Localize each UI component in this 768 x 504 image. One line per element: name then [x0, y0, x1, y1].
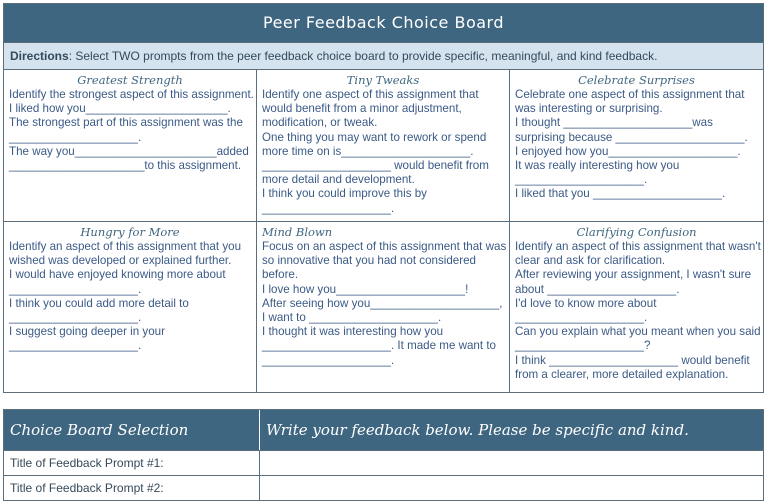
prompt-card-mind-blown[interactable] — [257, 222, 510, 392]
prompt-line: Identify one aspect of this assignment that — [262, 88, 479, 101]
selection-table — [3, 409, 764, 501]
prompt-line: I'd love to know more about — [515, 296, 657, 310]
prompt-line: I liked how you______________________. — [9, 102, 231, 116]
prompt-line: ____________________. — [515, 311, 648, 325]
prompt-line: I enjoyed how you____________________. — [515, 144, 741, 158]
prompt-line: Celebrate one aspect of this assignment that — [515, 88, 745, 101]
prompt-line: ____________________. — [9, 130, 142, 144]
prompt-line: wished was developed or explained further. — [9, 254, 232, 268]
prompt-line: before. — [262, 268, 299, 282]
prompt-line: so innovative that you had not considered — [262, 254, 476, 268]
selection-row — [4, 475, 763, 500]
prompt-title: Greatest Strength — [77, 73, 183, 87]
prompt-line: more time on is____________________. — [262, 144, 474, 158]
prompt-line: I think you could improve this by — [262, 187, 427, 201]
prompt-line: Identify an aspect of this assignment that wasn't — [515, 240, 761, 253]
prompt-card-celebrate-surprises[interactable] — [510, 70, 763, 222]
prompt-card-tiny-tweaks[interactable] — [257, 70, 510, 222]
prompt-line: ____________________. — [262, 201, 395, 215]
prompt-line: _____________________to this assignment. — [9, 159, 242, 173]
prompt-line: ____________________. — [515, 173, 648, 187]
prompt-line: After seeing how you____________________, — [262, 296, 503, 310]
prompt-title: Mind Blown — [262, 225, 333, 239]
prompt-title: Tiny Tweaks — [346, 73, 420, 87]
prompt-line: modification, or tweak. — [262, 116, 378, 130]
prompt-line: Can you explain what you meant when you said — [515, 325, 761, 339]
directions — [4, 42, 763, 70]
board-title: Peer Feedback Choice Board — [4, 4, 763, 42]
prompt-line: I liked that you ____________________. — [515, 187, 726, 201]
prompt-line: I think you could add more detail to — [9, 296, 189, 310]
prompt-line: Identify the strongest aspect of this assignment. — [9, 88, 254, 101]
prompt-line: clear and ask for clarification. — [515, 254, 666, 268]
selection-row-label: Title of Feedback Prompt #2: — [4, 476, 260, 500]
prompt-line: I want to ____________________. — [262, 311, 442, 325]
prompt-line: ____________________. — [9, 339, 142, 353]
selection-header — [4, 410, 763, 450]
selection-header-left: Choice Board Selection — [4, 410, 260, 450]
prompt-grid — [4, 70, 763, 392]
prompt-line: surprising because ____________________. — [515, 130, 748, 144]
feedback-prompt-2-field[interactable] — [260, 476, 763, 500]
selection-header-right: Write your feedback below. Please be specific and kind. — [266, 421, 689, 439]
choice-board — [3, 3, 764, 393]
prompt-line: ____________________ would benefit from — [262, 159, 489, 173]
prompt-line: The way you______________________added — [9, 144, 249, 158]
prompt-line: Identify an aspect of this assignment that you — [9, 240, 242, 253]
prompt-line: One thing you may want to rework or spend — [262, 130, 487, 144]
prompt-card-greatest-strength[interactable] — [4, 70, 257, 222]
prompt-line: After reviewing your assignment, I wasn't sure — [515, 268, 752, 282]
prompt-line: Focus on an aspect of this assignment that was — [262, 240, 507, 253]
prompt-line: from a clearer, more detailed explanation. — [515, 367, 729, 381]
prompt-line: was interesting or surprising. — [515, 102, 663, 116]
prompt-title: Celebrate Surprises — [578, 73, 695, 87]
prompt-line: ____________________. — [9, 311, 142, 325]
prompt-line: ____________________? — [515, 339, 651, 353]
selection-row-label: Title of Feedback Prompt #1: — [4, 451, 260, 475]
prompt-line: more detail and development. — [262, 173, 415, 187]
prompt-title: Clarifying Confusion — [576, 225, 697, 239]
prompt-line: ____________________. It made me want to — [262, 339, 496, 353]
selection-row — [4, 450, 763, 475]
prompt-line: about ____________________. — [515, 282, 680, 296]
prompt-line: I would have enjoyed knowing more about — [9, 268, 226, 282]
prompt-title: Hungry for More — [80, 225, 180, 239]
prompt-line: I think ____________________ would benefit — [515, 353, 750, 367]
directions-label: Directions — [10, 49, 69, 63]
prompt-line: I thought it was interesting how you — [262, 325, 444, 339]
prompt-line: I thought ____________________was — [515, 116, 713, 130]
prompt-line: would benefit from a minor adjustment, — [262, 102, 462, 116]
prompt-line: It was really interesting how you — [515, 159, 680, 173]
feedback-prompt-1-field[interactable] — [260, 451, 763, 475]
prompt-line: ____________________. — [262, 353, 395, 367]
prompt-card-clarifying-confusion[interactable] — [510, 222, 763, 392]
prompt-line: I suggest going deeper in your — [9, 325, 165, 339]
prompt-line: I love how you____________________! — [262, 282, 469, 296]
directions-text: : Select TWO prompts from the peer feedback choice board to provide specific, meaningful, and kind feedback. — [68, 49, 658, 63]
prompt-line: The strongest part of this assignment was the — [9, 116, 243, 130]
prompt-card-hungry-for-more[interactable] — [4, 222, 257, 392]
prompt-line: ____________________. — [9, 282, 142, 296]
